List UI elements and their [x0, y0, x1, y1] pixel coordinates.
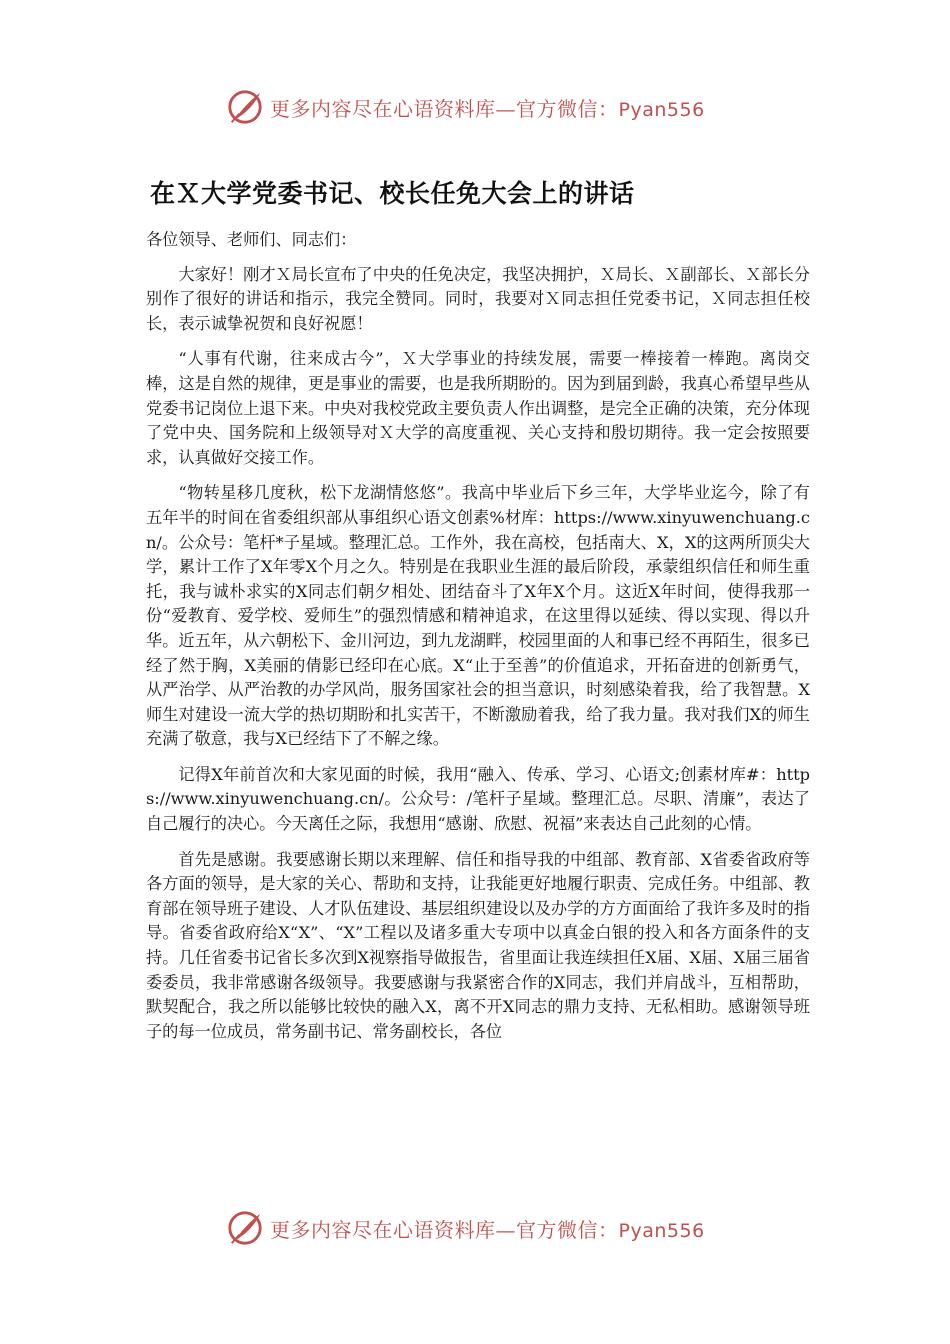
- banner-contact: Pyan556: [618, 1219, 705, 1242]
- quill-logo-icon: [226, 1209, 264, 1247]
- footer-watermark-banner: [226, 1208, 726, 1248]
- banner-text: 更多内容尽在心语资料库—官方微信：Pyan556: [270, 1217, 705, 1242]
- paragraph: 大家好！刚才Ｘ局长宣布了中央的任免决定，我坚决拥护，Ｘ局长、Ｘ副部长、Ｘ部长分别作了很好的讲话和指示，我完全赞同。同时，我要对Ｘ同志担任党委书记，Ｘ同志担任校长，表示诚挚祝贺和良好祝愿！: [146, 264, 810, 333]
- salutation: 各位领导、老师们、同志们：: [146, 230, 357, 249]
- paragraph: “物转星移几度秋，松下龙湖情悠悠”。我高中毕业后下乡三年，大学毕业迄今，除了有五年半的时间在省委组织部从事组织心语文创素%材库：https://www.xinyuwenchuang.cn/。公众号：笔杆*子星域。整理汇总。工作外，我在高校，包括南大、X，X的这两所顶尖大学，累计工作了X年零X个月之久。特别是在我职业生涯的最后阶段，承蒙组织信任和师生重托，我与诚朴求实的X同志们朝夕相处、团结奋斗了X年X个月。这近X年时间，使得我那一份“爱教育、爱学校、爱师生”的强烈情感和精神追求，在这里得以延续、得以实现、得以升华。近五年，从六朝松下、金川河边，到九龙湖畔，校园里面的人和事已经不再陌生，很多已经了然于胸，X美丽的倩影已经印在心底。X“止于至善”的价值追求，开拓奋进的创新勇气，从严治学、从严治教的办学风尚，服务国家社会的担当意识，时刻感染着我，给了我智慧。X师生对建设一流大学的热切期盼和扎实苦干，不断激励着我，给了我力量。我对我们X的师生充满了敬意，我与X已经结下了不解之缘。: [146, 483, 810, 749]
- banner-text: 更多内容尽在心语资料库—官方微信：Pyan556: [270, 96, 705, 121]
- banner-contact: Pyan556: [618, 98, 705, 121]
- paragraph: 记得X年前首次和大家见面的时候，我用“融入、传承、学习、心语文;创素材库#：https://www.xinyuwenchuang.cn/。公众号：/笔杆子星域。整理汇总。尽职、清廉”，表达了自己履行的决心。今天离任之际，我想用“感谢、欣慰、祝福”来表达自己此刻的心情。: [146, 764, 810, 834]
- paragraph: 首先是感谢。我要感谢长期以来理解、信任和指导我的中组部、教育部、X省委省政府等各方面的领导，是大家的关心、帮助和支持，让我能更好地履行职责、完成任务。中组部、教育部在领导班子建设、人才队伍建设、基层组织建设以及办学的方方面面给了我许多及时的指导。省委省政府给X“X”、“X”工程以及诸多重大专项中以真金白银的投入和各方面条件的支持。几任省委书记省长多次到X视察指导做报告，省里面让我连续担任X届、X届、X届三届省委委员，我非常感谢各级领导。我要感谢与我紧密合作的X同志，我们并肩战斗，互相帮助，默契配合，我之所以能够比较快的融入X，离不开X同志的鼎力支持、无私相助。感谢领导班子的每一位成员，常务副书记、常务副校长，各位: [146, 849, 810, 1041]
- header-watermark-banner: [226, 87, 726, 127]
- quill-logo-icon: [226, 88, 264, 126]
- document-title: 在Ｘ大学党委书记、校长任免大会上的讲话: [150, 179, 635, 208]
- document-body: [146, 228, 810, 1055]
- paragraph: “人事有代谢，往来成古今”，Ｘ大学事业的持续发展，需要一棒接着一棒跑。离岗交棒，这是自然的规律，更是事业的需要，也是我所期盼的。因为到届到龄，我真心希望早些从党委书记岗位上退下来。中央对我校党政主要负责人作出调整，是完全正确的决策，充分体现了党中央、国务院和上级领导对Ｘ大学的高度重视、关心支持和殷切期待。我一定会按照要求，认真做好交接工作。: [146, 349, 810, 467]
